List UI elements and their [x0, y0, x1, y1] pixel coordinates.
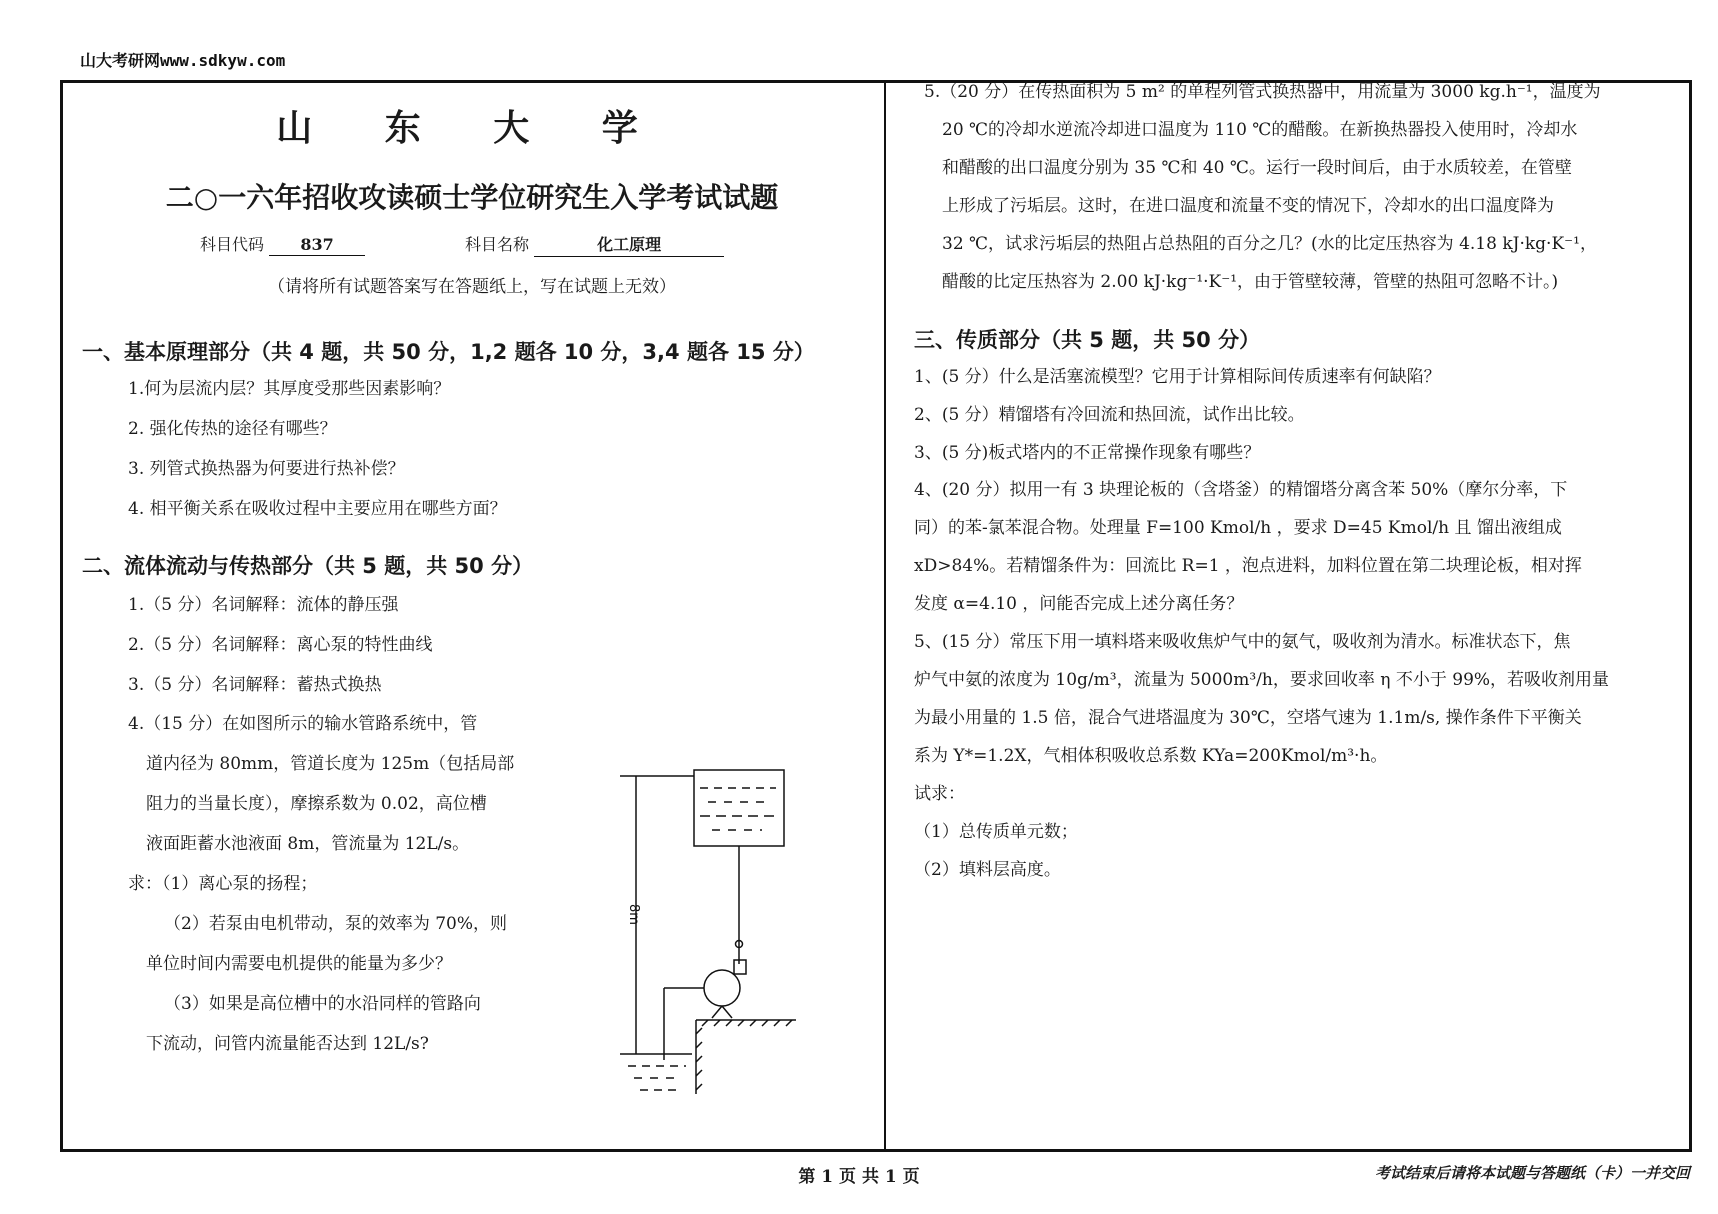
university-name: 山 东 大 学 — [276, 107, 668, 149]
pipeline-diagram — [616, 764, 816, 1108]
column-divider — [884, 80, 886, 1152]
section-1-question: 1.何为层流内层？其厚度受那些因素影响？ — [128, 379, 451, 399]
q4-line: （3）如果是高位槽中的水沿同样的管路向 — [164, 994, 481, 1014]
section-3-question: 1、(5 分）什么是活塞流模型？它用于计算相际间传质速率有何缺陷？ — [914, 367, 1441, 387]
section-1-question: 3. 列管式换热器为何要进行热补偿？ — [128, 459, 405, 479]
section-3-question: 3、(5 分)板式塔内的不正常操作现象有哪些？ — [914, 443, 1261, 463]
q4-line: 液面距蓄水池液面 8m，管流量为 12L/s。 — [146, 834, 470, 854]
height-label: 8m — [626, 904, 641, 925]
page-number: 第 1 页 共 1 页 — [798, 1167, 920, 1187]
section-1-title: 一、基本原理部分（共 4 题，共 50 分，1,2 题各 10 分，3,4 题各 15 分） — [82, 340, 815, 364]
s3-q5-line: 5、(15 分）常压下用一填料塔来吸收焦炉气中的氨气，吸收剂为清水。标准状态下，焦 — [914, 632, 1571, 652]
section-2-title: 二、流体流动与传热部分（共 5 题，共 50 分） — [82, 554, 534, 578]
site-watermark: 山大考研网www.sdkyw.com — [80, 51, 286, 70]
section-2-question: 2.（5 分）名词解释：离心泵的特性曲线 — [128, 635, 433, 655]
q5-line: 和醋酸的出口温度分别为 35 ℃和 40 ℃。运行一段时间后，由于水质较差，在管壁 — [942, 158, 1572, 178]
section-3-question: 2、(5 分）精馏塔有冷回流和热回流，试作出比较。 — [914, 405, 1305, 425]
subject-code-value: 837 — [269, 235, 365, 256]
q5-line: 醋酸的比定压热容为 2.00 kJ·kg⁻¹·K⁻¹，由于管壁较薄，管壁的热阻可忽略不计。) — [942, 272, 1559, 292]
subject-code-label: 科目代码 — [200, 235, 265, 254]
section-1-question: 2. 强化传热的途径有哪些？ — [128, 419, 337, 439]
s3-q4-line: 4、(20 分）拟用一有 3 块理论板的（含塔釜）的精馏塔分离含苯 50%（摩尔分率，下 — [914, 480, 1568, 500]
subject-name-row — [465, 232, 724, 257]
q5-line: 5.（20 分）在传热面积为 5 m² 的单程列管式换热器中，用流量为 3000 kg.h⁻¹，温度为 — [924, 82, 1601, 102]
q5-line: 上形成了污垢层。这时，在进口温度和流量不变的情况下，冷却水的出口温度降为 — [942, 196, 1554, 216]
s3-q5-line: 炉气中氨的浓度为 10g/m³，流量为 5000m³/h，要求回收率 η 不小于 99%，若吸收剂用量 — [914, 670, 1610, 690]
s3-q5-line: （2）填料层高度。 — [914, 860, 1061, 880]
q5-line: 32 ℃，试求污垢层的热阻占总热阻的百分之几？(水的比定压热容为 4.18 kJ·kg·K⁻¹， — [942, 234, 1597, 254]
s3-q4-line: 同）的苯-氯苯混合物。处理量 F=100 Kmol/h ，要求 D=45 Kmol/h 且 馏出液组成 — [914, 518, 1562, 538]
q4-line: 求：（1）离心泵的扬程； — [128, 874, 318, 894]
section-2-question: 3.（5 分）名词解释：蓄热式换热 — [128, 675, 382, 695]
section-3-title: 三、传质部分（共 5 题，共 50 分） — [914, 328, 1261, 352]
s3-q5-line: 系为 Y*=1.2X，气相体积吸收总系数 KYa=200Kmol/m³·h。 — [914, 746, 1388, 766]
subject-name-label: 科目名称 — [465, 235, 530, 254]
section-2-question: 1.（5 分）名词解释：流体的静压强 — [128, 595, 399, 615]
pipeline-svg — [616, 764, 816, 1104]
s3-q5-line: 为最小用量的 1.5 倍，混合气进塔温度为 30℃，空塔气速为 1.1m/s, 操作条件下平衡关 — [914, 708, 1582, 728]
answer-notice: （请将所有试题答案写在答题纸上，写在试题上无效） — [268, 277, 676, 297]
s3-q5-line: （1）总传质单元数； — [914, 822, 1078, 842]
s3-q4-line: xD>84%。若精馏条件为：回流比 R=1 ，泡点进料，加料位置在第二块理论板，相对挥 — [914, 556, 1582, 576]
q5-line: 20 ℃的冷却水逆流冷却进口温度为 110 ℃的醋酸。在新换热器投入使用时，冷却水 — [942, 120, 1578, 140]
pump-icon — [704, 970, 740, 1006]
footer-note: 考试结束后请将本试题与答题纸（卡）一并交回 — [1374, 1164, 1690, 1182]
q4-line: 单位时间内需要电机提供的能量为多少？ — [146, 954, 452, 974]
q4-line: 阻力的当量长度），摩擦系数为 0.02，高位槽 — [146, 794, 487, 814]
subject-name-value: 化工原理 — [534, 232, 724, 257]
exam-title: 二○一六年招收攻读硕士学位研究生入学考试试题 — [165, 181, 779, 214]
q4-line: 道内径为 80mm，管道长度为 125m（包括局部 — [146, 754, 515, 774]
s3-q4-line: 发度 α=4.10 ，问能否完成上述分离任务？ — [914, 594, 1244, 614]
elevated-tank — [694, 770, 784, 846]
section-1-question: 4. 相平衡关系在吸收过程中主要应用在哪些方面？ — [128, 499, 507, 519]
subject-code-row — [200, 232, 365, 256]
q4-line: 4.（15 分）在如图所示的输水管路系统中，管 — [128, 714, 478, 734]
q4-line: （2）若泵由电机带动，泵的效率为 70%，则 — [164, 914, 508, 934]
s3-q5-line: 试求： — [914, 784, 965, 804]
q4-line: 下流动，问管内流量能否达到 12L/s? — [146, 1034, 429, 1054]
